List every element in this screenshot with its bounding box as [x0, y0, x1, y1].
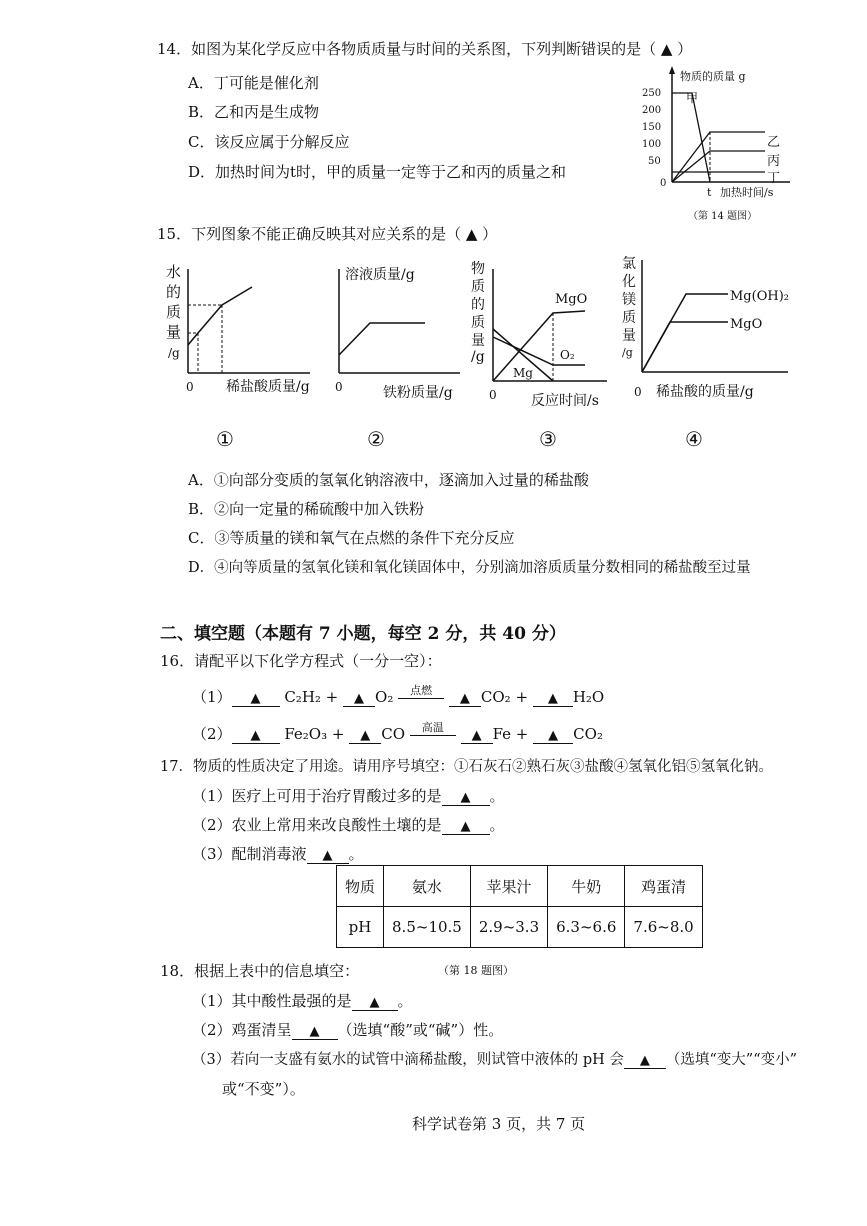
answer-blank[interactable]: ▲ — [352, 995, 398, 1011]
q14-option-b: B．乙和丙是生成物 — [188, 103, 320, 121]
q14-figure — [640, 62, 800, 227]
q14-series-label: 丁 — [767, 171, 781, 186]
answer-blank[interactable]: ▲ — [232, 691, 280, 707]
svg-text:的: 的 — [166, 283, 182, 301]
q14-origin: 0 — [660, 178, 667, 189]
q14-ylabel: 物质的质量 g — [680, 70, 746, 83]
q15-graph-1 — [160, 255, 320, 410]
q15-graph-3 — [465, 255, 615, 415]
q17-item-3: （3）配制消毒液 ▲ 。 — [192, 845, 364, 863]
q15-graph-4 — [620, 250, 795, 410]
svg-text:量: 量 — [166, 323, 182, 341]
svg-text:0: 0 — [634, 385, 642, 399]
answer-blank[interactable]: ▲ — [533, 691, 573, 707]
svg-text:质: 质 — [622, 310, 636, 326]
q14-ytick: 200 — [642, 105, 662, 116]
q15-option-a: A．①向部分变质的氢氧化钠溶液中，逐滴加入过量的稀盐酸 — [188, 471, 589, 489]
table-row: 物质 氨水 苹果汁 牛奶 鸡蛋清 — [337, 866, 703, 907]
q18-item-3: （3）若向一支盛有氨水的试管中滴稀盐酸，则试管中液体的 pH 会 ▲ （选填“变大”“变小” — [192, 1052, 798, 1068]
q17-stem: 17．物质的性质决定了用途。请用序号填空：①石灰石②熟石灰③盐酸④氢氧化铝⑤氢氧化钠。 — [160, 759, 773, 775]
q18-stem: 18．根据上表中的信息填空： — [160, 962, 360, 980]
q14-line-bing — [672, 151, 765, 182]
q16-equation-1: （1） ▲ C₂H₂ + ▲ O₂ 点燃 ▲ CO₂ + ▲ H₂O — [192, 684, 605, 706]
q14-line-yi — [672, 132, 765, 182]
svg-text:质: 质 — [166, 303, 182, 321]
answer-blank[interactable]: ▲ — [307, 848, 349, 864]
reaction-condition: 高温 — [410, 719, 456, 736]
svg-text:MgO: MgO — [555, 292, 588, 307]
svg-text:0: 0 — [186, 380, 194, 394]
svg-text:的: 的 — [471, 297, 485, 313]
answer-blank[interactable]: ▲ — [449, 691, 481, 707]
q14-t-label: t — [707, 186, 712, 199]
q18-item-2: （2）鸡蛋清呈 ▲ （选填“酸”或“碱”）性。 — [192, 1021, 504, 1039]
svg-text:物: 物 — [471, 261, 485, 277]
q15-graph-4-mgo-line — [642, 322, 728, 372]
q14-option-a: A．丁可能是催化剂 — [188, 74, 319, 92]
reaction-condition: 点燃 — [398, 682, 444, 699]
q14-option-c: C．该反应属于分解反应 — [188, 133, 350, 151]
section-title: 二、填空题（本题有 7 小题，每空 2 分，共 40 分） — [160, 624, 566, 644]
q15-graph-number: ② — [367, 427, 385, 451]
q14-stem: 14．如图为某化学反应中各物质质量与时间的关系图，下列判断错误的是（ ▲ ） — [157, 40, 693, 58]
svg-text:镁: 镁 — [622, 292, 636, 308]
q15-graph-number: ① — [216, 427, 234, 451]
q15-graph-2 — [325, 255, 470, 410]
q17-item-2: （2）农业上常用来改良酸性土壤的是 ▲ 。 — [192, 816, 505, 834]
svg-text:化: 化 — [622, 274, 636, 290]
svg-text:0: 0 — [335, 380, 343, 394]
svg-text:/g: /g — [622, 346, 633, 359]
q17-item-1: （1）医疗上可用于治疗胃酸过多的是 ▲ 。 — [192, 787, 505, 805]
q15-graph-number: ④ — [685, 427, 703, 451]
q15-option-d: D．④向等质量的氢氧化镁和氧化镁固体中，分别滴加溶质质量分数相同的稀盐酸至过量 — [188, 560, 751, 576]
svg-text:MgO: MgO — [730, 317, 763, 332]
svg-text:氯: 氯 — [622, 256, 636, 272]
q14-series-label: 丙 — [767, 154, 781, 169]
svg-text:质: 质 — [471, 279, 485, 295]
q14-line-jia — [672, 93, 710, 182]
answer-blank[interactable]: ▲ — [442, 790, 490, 806]
answer-blank[interactable]: ▲ — [624, 1053, 666, 1069]
svg-text:/g: /g — [471, 349, 485, 365]
table-row: pH 8.5~10.5 2.9~3.3 6.3~6.6 7.6~8.0 — [337, 907, 703, 948]
q15-graph-2-xlabel: 铁粉质量/g — [383, 385, 453, 401]
q15-option-c: C．③等质量的镁和氧气在点燃的条件下充分反应 — [188, 529, 515, 547]
q14-ytick: 50 — [648, 156, 661, 167]
q14-ytick: 150 — [642, 122, 662, 133]
svg-text:量: 量 — [622, 328, 636, 344]
q14-series-label: 乙 — [767, 135, 781, 150]
q18-item-3-continued: 或“不变”）。 — [222, 1080, 305, 1098]
svg-text:0: 0 — [489, 388, 497, 402]
q15-graph-4-xlabel: 稀盐酸的质量/g — [656, 384, 754, 400]
q14-option-d: D．加热时间为t时，甲的质量一定等于乙和丙的质量之和 — [188, 163, 567, 181]
q15-graph-1-curve — [188, 287, 252, 345]
q15-graph-2-curve — [339, 323, 425, 355]
answer-blank[interactable]: ▲ — [349, 728, 381, 744]
q14-ytick: 250 — [642, 88, 662, 99]
answer-blank[interactable]: ▲ — [461, 728, 493, 744]
q15-option-b: B．②向一定量的稀硫酸中加入铁粉 — [188, 500, 425, 518]
q16-stem: 16．请配平以下化学方程式（一分一空）： — [160, 652, 442, 670]
svg-text:/g: /g — [168, 346, 180, 360]
q16-equation-2: （2） ▲ Fe₂O₃ + ▲ CO 高温 ▲ Fe + ▲ CO₂ — [192, 721, 603, 743]
svg-text:质: 质 — [471, 315, 485, 331]
q18-item-1: （1）其中酸性最强的是 ▲ 。 — [192, 992, 413, 1010]
answer-blank[interactable]: ▲ — [292, 1024, 338, 1040]
q15-graph-3-xlabel: 反应时间/s — [531, 393, 599, 409]
answer-blank[interactable]: ▲ — [442, 819, 490, 835]
q14-xlabel: 加热时间/s — [720, 186, 774, 199]
page-footer: 科学试卷第 3 页，共 7 页 — [412, 1115, 586, 1133]
q15-graph-3-mgo-line — [493, 311, 585, 381]
svg-text:量: 量 — [471, 333, 485, 349]
answer-blank[interactable]: ▲ — [343, 691, 375, 707]
q15-graph-2-ylabel: 溶液质量/g — [345, 267, 415, 283]
svg-text:O₂: O₂ — [560, 348, 575, 362]
q15-graph-4-mgoh2-line — [642, 294, 728, 372]
q15-stem: 15．下列图象不能正确反映其对应关系的是（ ▲ ） — [157, 225, 498, 243]
q15-graph-number: ③ — [539, 427, 557, 451]
svg-text:Mg(OH)₂: Mg(OH)₂ — [730, 289, 789, 304]
svg-text:Mg: Mg — [513, 366, 533, 380]
q14-ytick: 100 — [642, 139, 662, 150]
ph-table-caption: （第 18 题图） — [438, 964, 514, 977]
q14-series-label: 甲 — [686, 91, 699, 105]
q14-caption: （第 14 题图） — [688, 211, 758, 222]
answer-blank[interactable]: ▲ — [232, 728, 280, 744]
q15-graph-1-xlabel: 稀盐酸质量/g — [226, 379, 310, 395]
answer-blank[interactable]: ▲ — [533, 728, 573, 744]
svg-text:水: 水 — [166, 263, 182, 281]
ph-table — [336, 865, 703, 948]
